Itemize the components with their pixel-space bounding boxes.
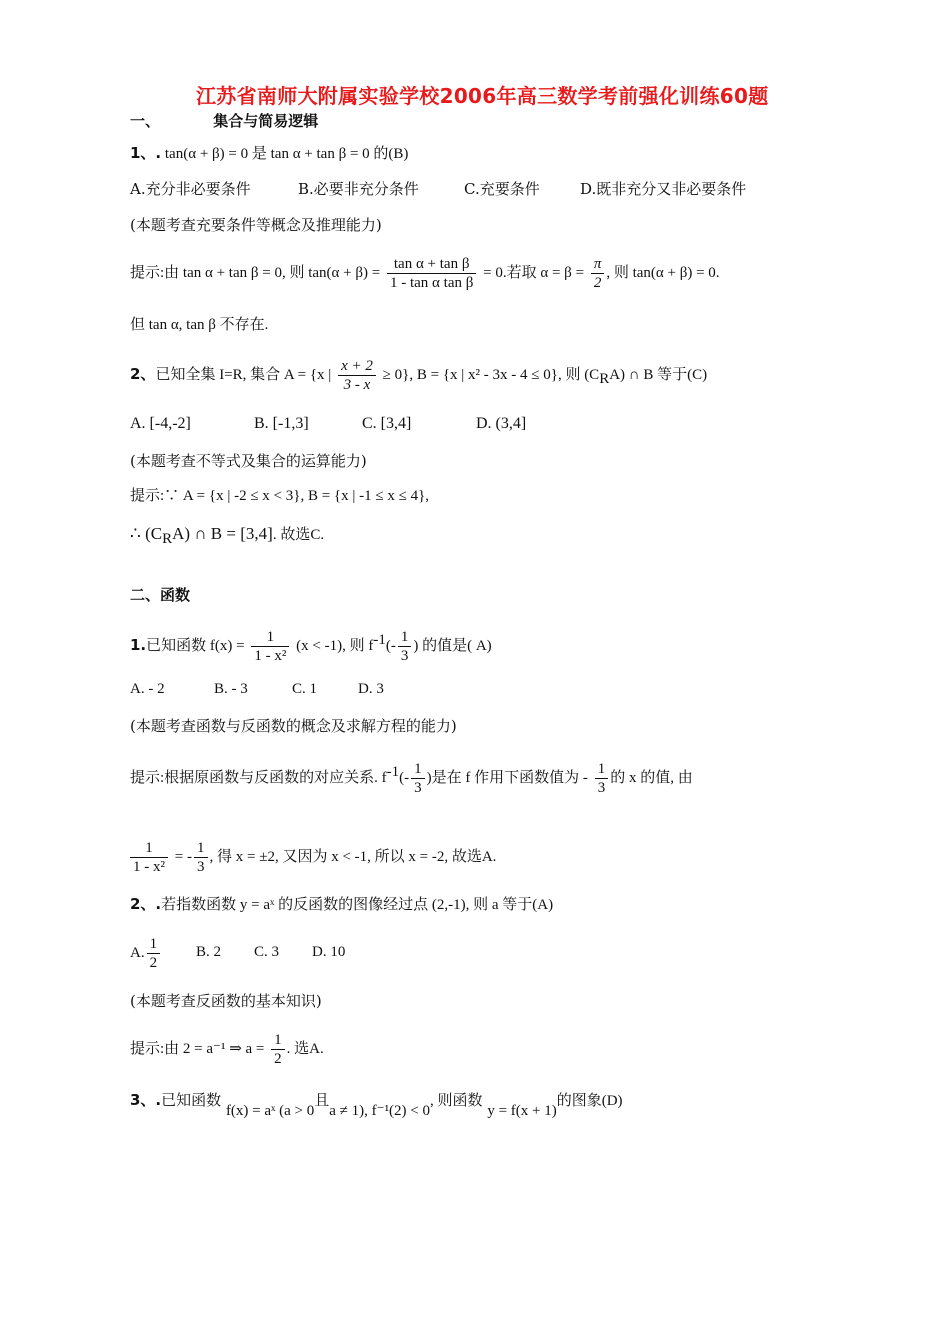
fraction-denominator: 1 - x² — [254, 647, 287, 664]
fraction-numerator: 1 — [398, 628, 412, 647]
question-number: 2、 — [130, 365, 156, 383]
option-d: D. 10 — [312, 944, 346, 960]
question-text: a ≠ 1), f⁻¹(2) < 0 — [329, 1103, 431, 1119]
hint-text: ∴ (C — [130, 524, 163, 543]
fraction-numerator: 1 — [251, 628, 289, 647]
option-a: A. - 2 — [130, 681, 165, 697]
fraction — [398, 628, 412, 665]
fraction — [271, 1031, 285, 1068]
question-text: f(x) = aˣ (a > 0 — [225, 1103, 315, 1119]
option-b: B. 2 — [196, 944, 222, 960]
fraction-denominator: 2 — [149, 954, 158, 971]
question-note: (本题考查不等式及集合的运算能力) — [130, 452, 367, 470]
option-c: C. 3 — [254, 944, 280, 960]
fraction-numerator: x + 2 — [338, 357, 376, 376]
question-stem — [130, 143, 408, 164]
hint-text: . 选A. — [286, 1041, 324, 1057]
section-heading-2: 二、函数 — [130, 586, 191, 604]
fraction-denominator: 3 — [414, 779, 422, 796]
fraction-denominator: 2 — [274, 1050, 282, 1067]
fraction — [411, 760, 425, 797]
fraction-denominator: 1 - x² — [133, 858, 165, 875]
hint-text: A) ∩ B = [3,4] — [172, 524, 273, 543]
fraction-denominator: 3 — [597, 779, 606, 796]
fraction-numerator: tan α + tan β — [387, 255, 476, 274]
question-stem — [130, 618, 492, 668]
question-text: 已知全集 I=R, 集合 A = {x | — [155, 367, 332, 383]
hint-text: 提示:根据原函数与反函数的对应关系. f — [130, 770, 387, 786]
question-text: 已知函数 — [161, 1093, 222, 1109]
subscript: R — [599, 371, 610, 387]
option-a: A. [-4,-2] — [130, 415, 191, 432]
question-text: tan(α + β) = 0 是 tan α + tan β = 0 的(B) — [161, 146, 409, 162]
question-hint-2: 但 tan α, tan β 不存在. — [130, 317, 269, 333]
options-row — [130, 179, 747, 199]
fraction-denominator: 3 — [400, 647, 409, 664]
question-text: A) ∩ B 等于(C) — [609, 367, 708, 383]
section-number: 一、 — [130, 112, 161, 130]
hint-text: , 得 x = ±2, 又因为 x < -1, 所以 x = -2, 故选A. — [209, 849, 497, 865]
option-c: C. 1 — [292, 681, 318, 697]
option-d: D.既非充分又非必要条件 — [580, 180, 747, 198]
hint-text: 提示:由 tan α + tan β = 0, 则 tan(α + β) = — [130, 265, 381, 281]
hint-text: 的 x 的值, 由 — [610, 770, 693, 786]
fraction — [591, 255, 605, 292]
subscript: R — [162, 531, 173, 547]
fraction-numerator: π — [591, 255, 605, 274]
question-hint — [130, 1026, 324, 1071]
fraction — [147, 935, 161, 972]
fraction-numerator: 1 — [194, 839, 208, 858]
question-stem — [130, 1088, 623, 1119]
hint-text: , 则 tan(α + β) = 0. — [606, 265, 720, 281]
question-hint — [130, 252, 720, 293]
option-c: C. [3,4] — [362, 415, 412, 432]
question-text: ≥ 0}, B = {x | x² - 3x - 4 ≤ 0}, 则 (C — [382, 367, 600, 383]
options-row — [130, 930, 346, 975]
fraction — [194, 839, 208, 876]
document-title: 江苏省南师大附属实验学校2006年高三数学考前强化训练60题 — [196, 84, 769, 108]
fraction-denominator: 2 — [593, 274, 602, 291]
hint-text: (- — [399, 770, 410, 786]
fraction-numerator: 1 — [130, 839, 168, 858]
question-stem — [130, 894, 553, 915]
superscript: -1 — [386, 764, 400, 780]
option-d: D. (3,4] — [476, 415, 527, 432]
question-text: 若指数函数 y = aˣ 的反函数的图像经过点 (2,-1), 则 a 等于(A) — [161, 897, 554, 913]
question-note: (本题考查反函数的基本知识) — [130, 992, 322, 1010]
question-number: 1、. — [130, 144, 162, 162]
question-note: (本题考查充要条件等概念及推理能力) — [130, 216, 382, 234]
option-a: A. — [130, 945, 145, 961]
options-row — [130, 679, 384, 699]
question-solution — [130, 834, 496, 879]
question-text: 已知函数 f(x) = — [146, 638, 245, 654]
option-d: D. 3 — [358, 681, 384, 697]
fraction — [595, 760, 609, 797]
fraction — [387, 255, 476, 292]
question-text: 且 — [314, 1093, 330, 1109]
question-text: (- — [385, 638, 396, 654]
fraction-denominator: 3 - x — [343, 376, 371, 393]
option-b: B. - 3 — [214, 681, 248, 697]
question-note: (本题考查函数与反函数的概念及求解方程的能力) — [130, 717, 457, 735]
hint-text: . 故选C. — [272, 527, 325, 543]
question-stem — [130, 354, 707, 399]
fraction — [251, 628, 289, 665]
question-number: 1. — [130, 636, 147, 654]
question-hint-2 — [130, 524, 324, 549]
question-hint — [130, 750, 693, 800]
question-number: 3、. — [130, 1091, 162, 1109]
hint-text: )是在 f 作用下函数值为 - — [426, 770, 588, 786]
section-name: 集合与简易逻辑 — [213, 112, 319, 130]
question-text: 的图象(D) — [556, 1093, 623, 1109]
question-hint: 提示:∵ A = {x | -2 ≤ x < 3}, B = {x | -1 ≤ x ≤ 4}, — [130, 488, 430, 504]
superscript: -1 — [373, 632, 386, 648]
fraction-numerator: 1 — [271, 1031, 285, 1050]
fraction-numerator: 1 — [147, 935, 161, 954]
question-text: (x < -1), 则 f — [296, 638, 374, 654]
fraction-denominator: 3 — [197, 858, 205, 875]
fraction-denominator: 1 - tan α tan β — [389, 274, 474, 291]
option-a: A.充分非必要条件 — [130, 180, 251, 198]
question-text: ) 的值是( A) — [413, 638, 492, 654]
question-text: y = f(x + 1) — [487, 1103, 557, 1119]
fraction-numerator: 1 — [595, 760, 609, 779]
option-b: B. [-1,3] — [254, 415, 309, 432]
hint-text: = 0.若取 α = β = — [483, 265, 585, 281]
hint-text: 提示:由 2 = a⁻¹ ⇒ a = — [130, 1041, 265, 1057]
option-c: C.充要条件 — [464, 180, 540, 198]
fraction — [130, 839, 168, 876]
option-b: B.必要非充分条件 — [298, 180, 419, 198]
fraction-numerator: 1 — [411, 760, 425, 779]
question-number: 2、. — [130, 895, 162, 913]
hint-text: = - — [174, 849, 192, 865]
section-heading-1 — [130, 110, 318, 131]
question-text: , 则函数 — [430, 1093, 483, 1109]
fraction — [338, 357, 376, 394]
options-row — [130, 414, 527, 434]
